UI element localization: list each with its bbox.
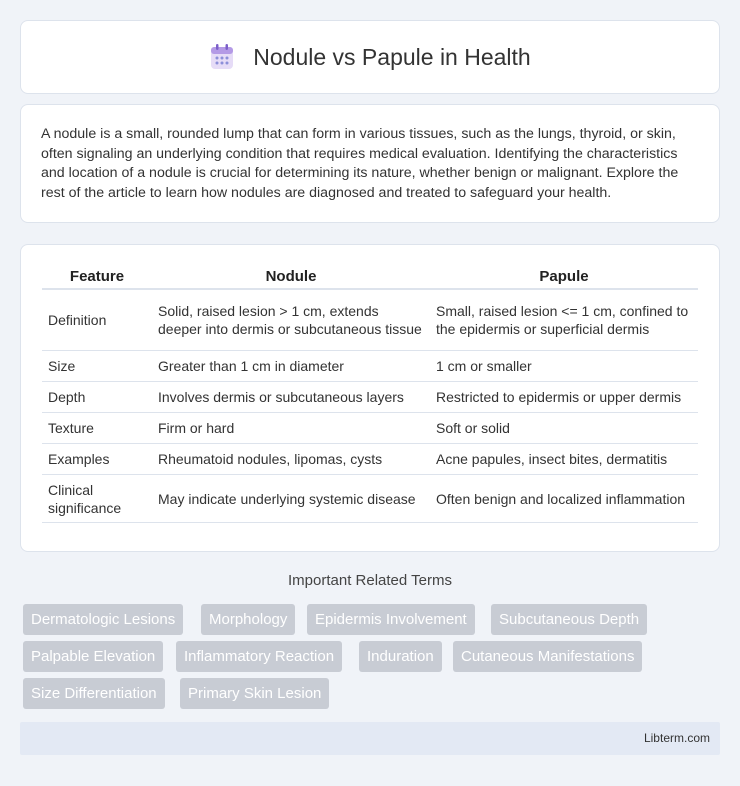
header-nodule: Nodule [152, 265, 430, 290]
table-row [42, 351, 698, 382]
table-cell: Rheumatoid nodules, lipomas, cysts [152, 444, 430, 475]
table-cell: Involves dermis or subcutaneous layers [152, 382, 430, 413]
table-cell: 1 cm or smaller [430, 351, 698, 382]
table-cell: Size [42, 351, 152, 382]
header-papule: Papule [430, 265, 698, 290]
intro-card [20, 104, 720, 223]
table-row [42, 382, 698, 413]
page-title: Nodule vs Papule in Health [253, 43, 531, 70]
table-cell: Firm or hard [152, 413, 430, 444]
table-cell: Definition [42, 290, 152, 351]
tag-subcutaneous-depth[interactable]: Subcutaneous Depth [491, 604, 647, 635]
table-row [42, 290, 698, 351]
tag-palpable-elevation[interactable]: Palpable Elevation [23, 641, 163, 672]
tag-primary-skin-lesion[interactable]: Primary Skin Lesion [180, 678, 329, 709]
table-cell: Depth [42, 382, 152, 413]
table-cell: May indicate underlying systemic disease [152, 475, 430, 523]
header-feature: Feature [42, 265, 152, 290]
tag-dermatologic-lesions[interactable]: Dermatologic Lesions [23, 604, 183, 635]
table-cell: Greater than 1 cm in diameter [152, 351, 430, 382]
table-header-row [42, 265, 698, 290]
table-cell: Restricted to epidermis or upper dermis [430, 382, 698, 413]
table-row [42, 475, 698, 523]
table-row [42, 413, 698, 444]
comparison-table-card [20, 244, 720, 552]
tag-induration[interactable]: Induration [359, 641, 442, 672]
tag-cutaneous-manifestations[interactable]: Cutaneous Manifestations [453, 641, 642, 672]
header-card [20, 20, 720, 94]
tag-epidermis-involvement[interactable]: Epidermis Involvement [307, 604, 475, 635]
intro-text: A nodule is a small, rounded lump that can form in various tissues, such as the lungs, thyroid, or skin, often signaling an underlying condition that requires medical evaluation. Identifying the characteristics and location of a nodule is crucial for determining its nature, whether benign or malignant. Explore the rest of the article to learn how nodules are diagnosed and treated to safeguard your health. [41, 126, 679, 201]
footer-site-link[interactable]: Libterm.com [643, 731, 710, 745]
table-cell: Acne papules, insect bites, dermatitis [430, 444, 698, 475]
tag-size-differentiation[interactable]: Size Differentiation [23, 678, 165, 709]
related-terms-title: Important Related Terms [288, 572, 452, 589]
tag-inflammatory-reaction[interactable]: Inflammatory Reaction [176, 641, 342, 672]
table-cell: Texture [42, 413, 152, 444]
footer [20, 722, 720, 755]
table-row [42, 444, 698, 475]
comparison-table [42, 265, 698, 523]
table-cell: Small, raised lesion <= 1 cm, confined to the epidermis or superficial dermis [430, 290, 698, 351]
table-cell: Often benign and localized inflammation [430, 475, 698, 523]
tag-morphology[interactable]: Morphology [201, 604, 295, 635]
table-cell: Examples [42, 444, 152, 475]
calendar-icon [209, 43, 235, 71]
table-cell: Clinical significance [42, 475, 152, 523]
table-cell: Soft or solid [430, 413, 698, 444]
table-cell: Solid, raised lesion > 1 cm, extends deeper into dermis or subcutaneous tissue [152, 290, 430, 351]
